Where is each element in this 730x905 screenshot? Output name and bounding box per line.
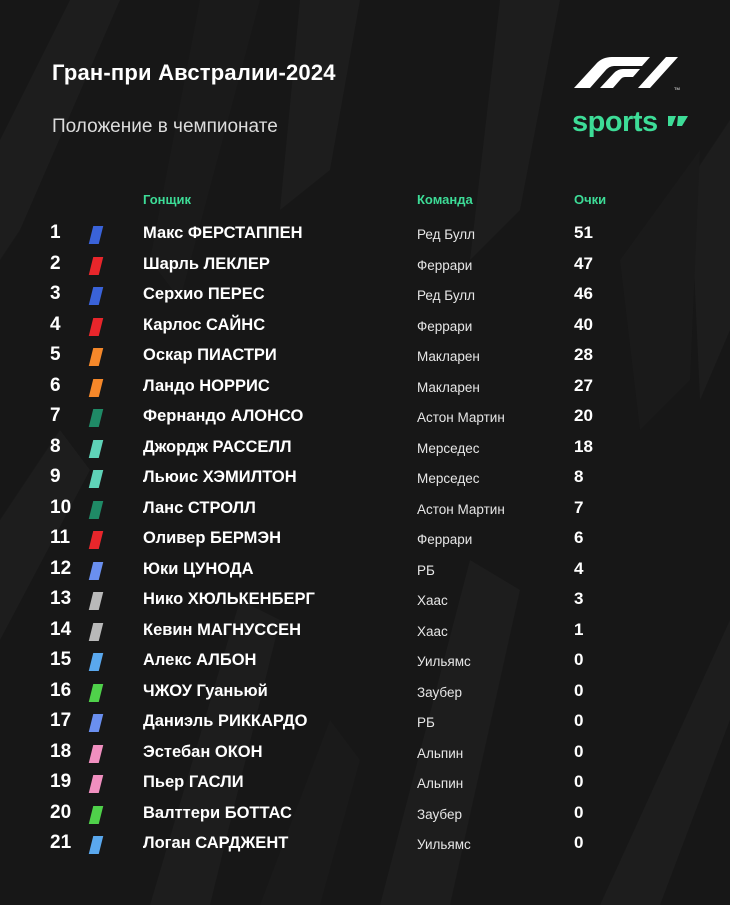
position-number: 19 [50,771,72,792]
team-color-stripe [89,470,103,488]
driver-name: Нико ХЮЛЬКЕНБЕРГ [143,590,315,608]
team-color-stripe [89,562,103,580]
driver-name: Пьер ГАСЛИ [143,773,244,791]
team-name: Альпин [417,776,464,791]
table-row [0,554,730,585]
team-color-stripe [89,257,103,275]
team-name: Ред Булл [417,227,476,242]
team-name: Хаас [417,593,448,608]
driver-name: Кевин МАГНУССЕН [143,620,302,639]
driver-name: Фернандо АЛОНСО [143,407,304,425]
table-row [0,432,730,463]
column-header-points: Очки [574,192,607,207]
sports-logo: sports [572,106,658,138]
team-name: Макларен [417,349,480,364]
team-name: Ред Булл [417,288,476,303]
driver-name: Льюис ХЭМИЛТОН [143,468,297,486]
points-value: 0 [574,650,584,669]
driver-name: Серхио ПЕРЕС [143,285,265,303]
position-number: 14 [50,618,72,640]
team-color-stripe [89,226,103,244]
team-color-stripe [89,623,103,641]
position-number: 11 [50,527,71,548]
driver-name: Даниэль РИККАРДО [143,712,308,730]
position-number: 21 [50,832,72,853]
points-value: 18 [574,436,593,456]
team-name: Альпин [417,745,464,761]
points-value: 46 [574,284,593,303]
f1-logo-icon [570,52,682,92]
team-color-stripe [89,592,103,610]
team-color-stripe [89,501,103,519]
table-row [0,584,730,615]
team-name: Мерседес [417,471,480,486]
points-value: 27 [574,375,593,395]
position-number: 9 [50,466,61,487]
team-name: Феррари [417,257,473,273]
driver-name: Шарль ЛЕКЛЕР [143,254,270,273]
team-color-stripe [89,714,103,732]
position-number: 1 [50,222,61,243]
driver-name: Джордж РАССЕЛЛ [143,437,292,456]
page-subtitle: Положение в чемпионате [52,116,278,137]
driver-name: ЧЖОУ Гуаньюй [143,681,268,700]
points-value: 20 [574,406,593,425]
points-value: 0 [574,802,584,822]
driver-name: Макс ФЕРСТАППЕН [143,224,303,242]
table-row [0,462,730,493]
table-row [0,401,730,432]
team-name: Хаас [417,623,448,639]
team-name: Мерседес [417,440,480,456]
position-number: 13 [50,588,72,609]
position-number: 12 [50,557,72,579]
team-name: Феррари [417,318,473,334]
driver-name: Карлос САЙНС [143,315,266,334]
table-row [0,371,730,402]
column-header-team: Команда [417,192,473,207]
points-value: 0 [574,741,584,761]
team-name: Заубер [417,806,463,822]
team-color-stripe [89,379,103,397]
table-row [0,737,730,768]
driver-name: Эстебан ОКОН [143,742,263,761]
position-number: 17 [50,710,72,731]
team-color-stripe [89,684,103,702]
team-name: РБ [417,562,435,578]
driver-name: Ландо НОРРИС [143,376,270,395]
table-row [0,218,730,249]
table-row [0,706,730,737]
team-color-stripe [89,348,103,366]
driver-name: Алекс АЛБОН [143,651,257,669]
team-color-stripe [89,775,103,793]
table-row [0,493,730,524]
points-value: 28 [574,345,593,364]
team-name: Уильямс [417,654,471,669]
driver-name: Ланс СТРОЛЛ [143,498,256,517]
points-value: 0 [574,833,584,852]
team-color-stripe [89,440,103,458]
team-color-stripe [89,409,103,427]
position-number: 5 [50,344,61,365]
driver-name: Оливер БЕРМЭН [143,529,282,547]
team-name: Заубер [417,684,463,700]
points-value: 0 [574,680,584,700]
points-value: 3 [574,589,584,608]
points-value: 0 [574,772,584,791]
driver-name: Юки ЦУНОДА [143,559,254,578]
sports-slash-icon [666,114,690,128]
points-value: 1 [574,619,584,639]
team-color-stripe [89,836,103,854]
team-name: Астон Мартин [417,410,505,425]
team-name: Феррари [417,532,473,547]
points-value: 47 [574,253,593,273]
position-number: 10 [50,496,72,518]
points-value: 8 [574,467,584,486]
team-name: Уильямс [417,837,471,852]
points-value: 0 [574,711,584,730]
team-color-stripe [89,318,103,336]
team-name: Астон Мартин [417,501,505,517]
position-number: 15 [50,649,72,670]
svg-text:TM: TM [674,86,680,91]
position-number: 8 [50,435,61,457]
table-row [0,645,730,676]
table-row [0,279,730,310]
position-number: 2 [50,252,61,274]
position-number: 20 [50,801,72,823]
table-row [0,310,730,341]
table-row [0,340,730,371]
driver-name: Оскар ПИАСТРИ [143,346,277,364]
table-row [0,249,730,280]
position-number: 16 [50,679,72,701]
position-number: 7 [50,405,61,426]
column-header-driver: Гонщик [143,192,191,207]
table-row [0,767,730,798]
table-row [0,615,730,646]
points-value: 6 [574,528,584,547]
points-value: 7 [574,497,584,517]
points-value: 4 [574,558,584,578]
position-number: 4 [50,313,61,335]
table-row [0,523,730,554]
team-name: РБ [417,715,435,730]
position-number: 18 [50,740,72,762]
team-color-stripe [89,287,103,305]
driver-name: Валттери БОТТАС [143,803,292,822]
table-row [0,676,730,707]
position-number: 6 [50,374,61,396]
table-row [0,828,730,859]
team-name: Макларен [417,379,480,395]
team-color-stripe [89,531,103,549]
team-color-stripe [89,745,103,763]
points-value: 40 [574,314,593,334]
table-row [0,798,730,829]
team-color-stripe [89,806,103,824]
position-number: 3 [50,283,61,304]
page-title: Гран-при Австралии-2024 [52,60,336,85]
standings-table [0,218,730,859]
driver-name: Логан САРДЖЕНТ [143,834,289,852]
points-value: 51 [574,223,593,242]
team-color-stripe [89,653,103,671]
